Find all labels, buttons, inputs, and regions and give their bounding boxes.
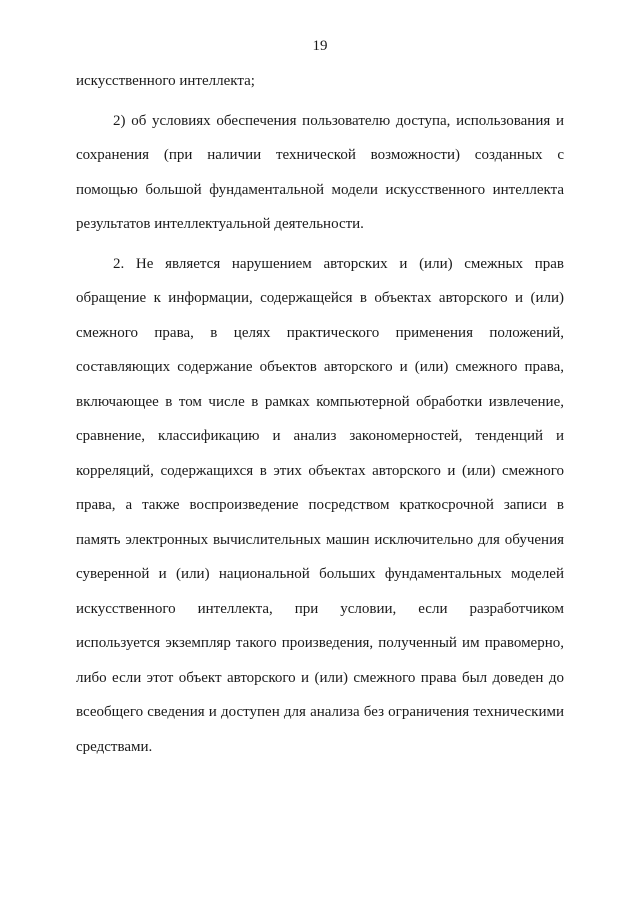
- document-body: [76, 64, 564, 764]
- text-line: память электронных вычислительных машин исключительно для обучения: [76, 531, 564, 548]
- paragraph-item-2-start: 2) об условиях обеспечения пользователю доступа, использования и: [113, 112, 564, 129]
- text-line: средствами.: [76, 738, 153, 755]
- text-line: включающее в том числе в рамках компьютерной обработки извлечение,: [76, 393, 564, 410]
- text-line: сравнение, классификацию и анализ закономерностей, тенденций и: [76, 428, 564, 444]
- text-line: суверенной и (или) национальной больших фундаментальных моделей: [76, 566, 564, 582]
- text-line: помощью большой фундаментальной модели искусственного интеллекта: [76, 181, 564, 198]
- text-line: обращение к информации, содержащейся в объектах авторского и (или): [76, 290, 564, 306]
- text-line: составляющих содержание объектов авторского и (или) смежного права,: [76, 359, 564, 375]
- text-line: права, а также воспроизведение посредством краткосрочной записи в: [76, 497, 564, 513]
- text-line: используется экземпляр такого произведения, полученный им правомерно,: [76, 635, 564, 651]
- text-line: всеобщего сведения и доступен для анализа без ограничения техническими: [76, 704, 564, 720]
- text-line: сохранения (при наличии технической возможности) созданных с: [76, 147, 564, 163]
- text-line: смежного права, в целях практического применения положений,: [76, 324, 564, 341]
- page-number: 19: [312, 38, 328, 54]
- text-line: искусственного интеллекта;: [76, 73, 255, 89]
- paragraph-2-start: 2. Не является нарушением авторских и (или) смежных прав: [113, 255, 564, 272]
- text-line: искусственного интеллекта, при условии, если разработчиком: [76, 600, 564, 617]
- text-line: либо если этот объект авторского и (или) смежного права был доведен до: [76, 669, 564, 686]
- text-line: результатов интеллектуальной деятельности.: [76, 216, 364, 232]
- text-line: корреляций, содержащихся в этих объектах авторского и (или) смежного: [76, 462, 564, 479]
